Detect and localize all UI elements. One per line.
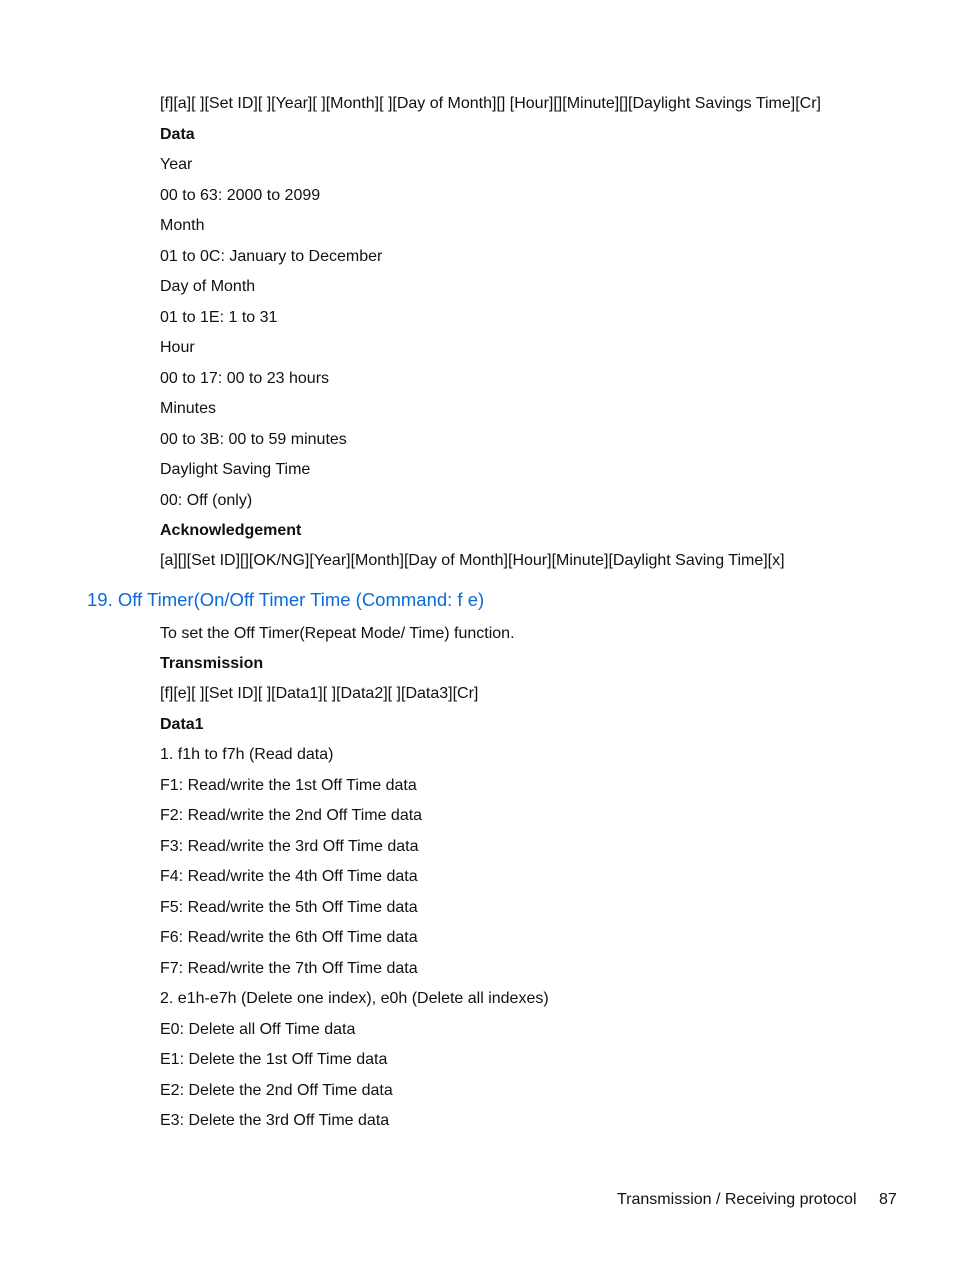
data1-item: F2: Read/write the 2nd Off Time data: [160, 807, 423, 824]
data-item: Hour: [160, 339, 195, 356]
data-item: Year: [160, 156, 193, 173]
data1-item: F5: Read/write the 5th Off Time data: [160, 899, 418, 916]
data1-item: F1: Read/write the 1st Off Time data: [160, 777, 417, 794]
data-item: Month: [160, 217, 205, 234]
section-heading: 19. Off Timer(On/Off Timer Time (Command: f e): [87, 589, 485, 610]
data1-item: E3: Delete the 3rd Off Time data: [160, 1112, 390, 1129]
page-number: 87: [879, 1191, 897, 1208]
data1-item: F4: Read/write the 4th Off Time data: [160, 868, 418, 885]
command-syntax: [f][a][ ][Set ID][ ][Year][ ][Month][ ][Day of Month][] [Hour][][Minute][][Daylight Savings Time][Cr]: [160, 95, 821, 112]
data1-heading: Data1: [160, 716, 204, 733]
transmission-syntax: [f][e][ ][Set ID][ ][Data1][ ][Data2][ ][Data3][Cr]: [160, 685, 479, 702]
data1-item: F6: Read/write the 6th Off Time data: [160, 929, 418, 946]
data-item: 01 to 0C: January to December: [160, 248, 383, 265]
data-item: 00 to 3B: 00 to 59 minutes: [160, 431, 347, 448]
data1-item: E2: Delete the 2nd Off Time data: [160, 1082, 393, 1099]
data1-item: E0: Delete all Off Time data: [160, 1021, 356, 1038]
data-item: 00 to 17: 00 to 23 hours: [160, 370, 330, 387]
data-item: Day of Month: [160, 278, 256, 295]
data1-item: E1: Delete the 1st Off Time data: [160, 1051, 388, 1068]
data1-item: 1. f1h to f7h (Read data): [160, 746, 334, 763]
data-item: 01 to 1E: 1 to 31: [160, 309, 278, 326]
data-item: 00 to 63: 2000 to 2099: [160, 187, 321, 204]
data-item: 00: Off (only): [160, 492, 253, 509]
data-item: Daylight Saving Time: [160, 461, 311, 478]
section-intro: To set the Off Timer(Repeat Mode/ Time) function.: [160, 625, 515, 642]
data1-item: F7: Read/write the 7th Off Time data: [160, 960, 418, 977]
data-item: Minutes: [160, 400, 217, 417]
footer-title: Transmission / Receiving protocol: [617, 1191, 857, 1208]
acknowledgement-syntax: [a][][Set ID][][OK/NG][Year][Month][Day of Month][Hour][Minute][Daylight Saving Time][x]: [160, 552, 785, 569]
data-heading: Data: [160, 126, 195, 143]
data1-item: 2. e1h-e7h (Delete one index), e0h (Delete all indexes): [160, 990, 549, 1007]
data1-item: F3: Read/write the 3rd Off Time data: [160, 838, 419, 855]
transmission-heading: Transmission: [160, 655, 264, 672]
acknowledgement-heading: Acknowledgement: [160, 522, 302, 539]
